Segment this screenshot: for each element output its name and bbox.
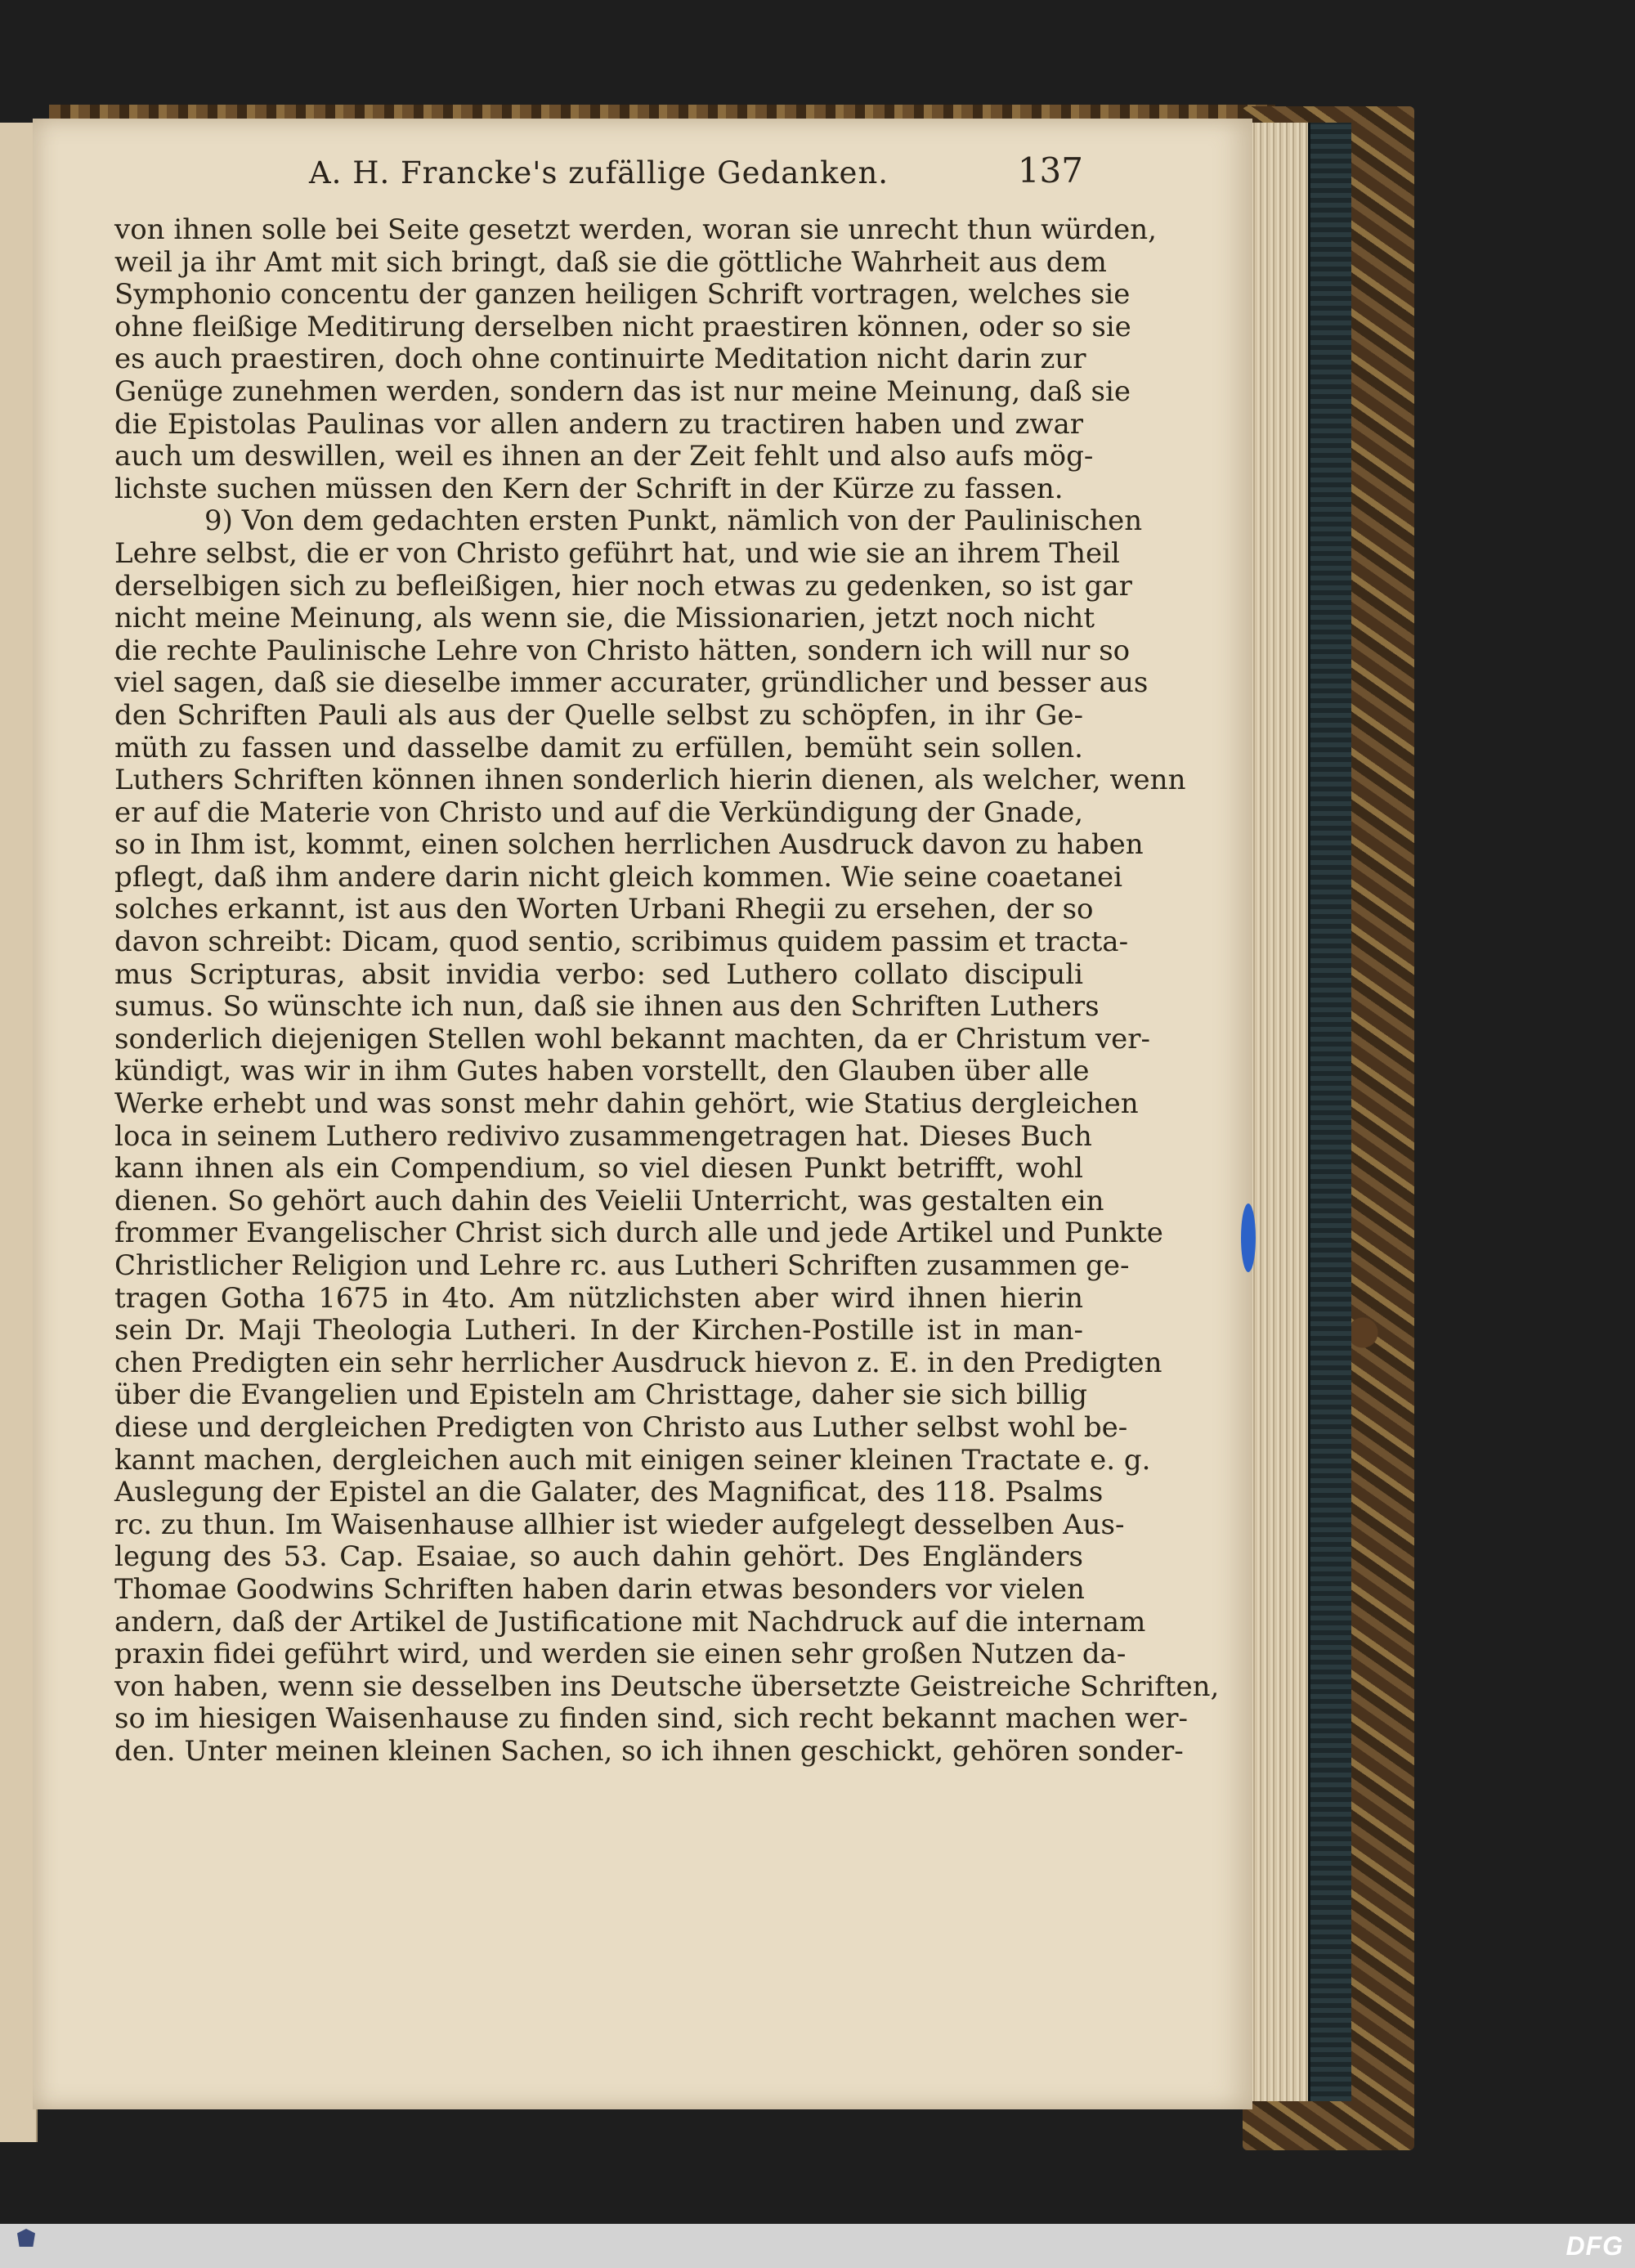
text-line: rc. zu thun. Im Waisenhause allhier ist wieder aufgelegt desselben Aus- xyxy=(114,1508,1125,1541)
text-line: so im hiesigen Waisenhause zu finden sind, sich recht bekannt machen wer- xyxy=(114,1702,1189,1736)
text-line: Thomae Goodwins Schriften haben darin etwas besonders vor vielen xyxy=(114,1572,1085,1606)
text-line: sumus. So wünschte ich nun, daß sie ihnen aus den Schriften Luthers xyxy=(114,990,1100,1024)
text-line: derselbigen sich zu befleißigen, hier noch etwas zu gedenken, so ist gar xyxy=(114,569,1132,603)
text-line: praxin fidei geführt wird, und werden sie einen sehr großen Nutzen da- xyxy=(114,1638,1127,1671)
text-line: müth zu fassen und dasselbe damit zu erfüllen, bemüht sein sollen. xyxy=(114,731,1083,764)
text-line: kann ihnen als ein Compendium, so viel diesen Punkt betrifft, wohl xyxy=(114,1152,1083,1186)
text-line: diese und dergleichen Predigten von Christo aus Luther selbst wohl be- xyxy=(114,1410,1128,1444)
text-line: pflegt, daß ihm andere darin nicht gleich kommen. Wie seine coaetanei xyxy=(114,860,1122,894)
page-edges-stack xyxy=(1251,123,1308,2101)
body-text xyxy=(114,213,1220,1768)
text-line: so in Ihm ist, kommt, einen solchen herrlichen Ausdruck davon zu haben xyxy=(114,828,1144,862)
text-line: davon schreibt: Dicam, quod sentio, scribimus quidem passim et tracta- xyxy=(114,926,1129,959)
library-crest-icon xyxy=(17,2229,35,2247)
text-line: sein Dr. Maji Theologia Lutheri. In der Kirchen-Postille ist in man- xyxy=(114,1314,1083,1347)
text-line: Genüge zunehmen werden, sondern das ist nur meine Meinung, daß sie xyxy=(114,374,1131,408)
text-line: den. Unter meinen kleinen Sachen, so ich ihnen geschickt, gehören sonder- xyxy=(114,1734,1184,1768)
page-number: 137 xyxy=(1017,150,1083,190)
text-line: Symphonio concentu der ganzen heiligen Schrift vortragen, welches sie xyxy=(114,278,1131,312)
text-line: kannt machen, dergleichen auch mit einigen seiner kleinen Tractate e. g. xyxy=(114,1443,1151,1477)
text-line: es auch praestiren, doch ohne continuirte Meditation nicht darin zur xyxy=(114,343,1086,376)
text-line: kündigt, was wir in ihm Gutes haben vorstellt, den Glauben über alle xyxy=(114,1055,1090,1088)
text-line: von haben, wenn sie desselben ins Deutsche übersetzte Geistreiche Schriften, xyxy=(114,1670,1220,1703)
text-line: chen Predigten ein sehr herrlicher Ausdruck hievon z. E. in den Predigten xyxy=(114,1346,1162,1379)
text-line: von ihnen solle bei Seite gesetzt werden, woran sie unrecht thun würden, xyxy=(114,213,1157,246)
text-line: tragen Gotha 1675 in 4to. Am nützlichsten aber wird ihnen hierin xyxy=(114,1281,1083,1315)
text-line: sonderlich diejenigen Stellen wohl bekannt machten, da er Christum ver- xyxy=(114,1022,1150,1056)
text-line: andern, daß der Artikel de Justificatione mit Nachdruck auf die internam xyxy=(114,1605,1146,1638)
text-line: loca in seinem Luthero redivivo zusammengetragen hat. Dieses Buch xyxy=(114,1119,1092,1153)
text-line: Luthers Schriften können ihnen sonderlich hierin dienen, als welcher, wenn xyxy=(114,764,1186,797)
book-spine-edge xyxy=(1308,123,1351,2101)
running-head xyxy=(114,139,1083,204)
text-line: Christlicher Religion und Lehre rc. aus Lutheri Schriften zusammen ge- xyxy=(114,1249,1130,1282)
text-line: über die Evangelien und Episteln am Christtage, daher sie sich billig xyxy=(114,1378,1088,1412)
text-line: den Schriften Pauli als aus der Quelle selbst zu schöpfen, in ihr Ge- xyxy=(114,698,1083,732)
text-line: lichste suchen müssen den Kern der Schrift in der Kürze zu fassen. xyxy=(114,472,1064,505)
text-line: mus Scripturas, absit invidia verbo: sed Luthero collato discipuli xyxy=(114,957,1083,991)
text-line: die Epistolas Paulinas vor allen andern zu tractiren haben und zwar xyxy=(114,407,1083,441)
text-line: legung des 53. Cap. Esaiae, so auch dahin gehört. Des Engländers xyxy=(114,1540,1083,1574)
text-line: auch um deswillen, weil es ihnen an der Zeit fehlt und also aufs mög- xyxy=(114,440,1094,473)
text-line: er auf die Materie von Christo und auf die Verkündigung der Gnade, xyxy=(114,796,1083,829)
text-line: Auslegung der Epistel an die Galater, des Magnificat, des 118. Psalms xyxy=(114,1476,1104,1509)
text-line: viel sagen, daß sie dieselbe immer accurater, gründlicher und besser aus xyxy=(114,666,1149,700)
text-line: weil ja ihr Amt mit sich bringt, daß sie die göttliche Wahrheit aus dem xyxy=(114,245,1107,279)
text-line: solches erkannt, ist aus den Worten Urbani Rhegii zu ersehen, der so xyxy=(114,893,1094,926)
dfg-logo: DFG xyxy=(1566,2231,1624,2261)
text-line: frommer Evangelischer Christ sich durch alle und jede Artikel und Punkte xyxy=(114,1217,1163,1250)
footer-bar xyxy=(0,2224,1635,2268)
bookmark-mark xyxy=(1241,1203,1256,1272)
text-line: Werke erhebt und was sonst mehr dahin gehört, wie Statius dergleichen xyxy=(114,1087,1139,1121)
text-line: ohne fleißige Meditirung derselben nicht praestiren können, oder so sie xyxy=(114,310,1131,343)
text-line: die rechte Paulinische Lehre von Christo hätten, sondern ich will nur so xyxy=(114,634,1131,667)
running-title: A. H. Francke's zufällige Gedanken. xyxy=(308,155,889,190)
library-logo xyxy=(10,2229,43,2263)
text-line: nicht meine Meinung, als wenn sie, die Missionarien, jetzt noch nicht xyxy=(114,602,1095,635)
text-line: 9) Von dem gedachten ersten Punkt, nämlich von der Paulinischen xyxy=(204,504,1143,538)
text-line: Lehre selbst, die er von Christo geführt hat, und wie sie an ihrem Theil xyxy=(114,536,1120,570)
text-line: dienen. So gehört auch dahin des Veielii Unterricht, was gestalten ein xyxy=(114,1184,1104,1217)
